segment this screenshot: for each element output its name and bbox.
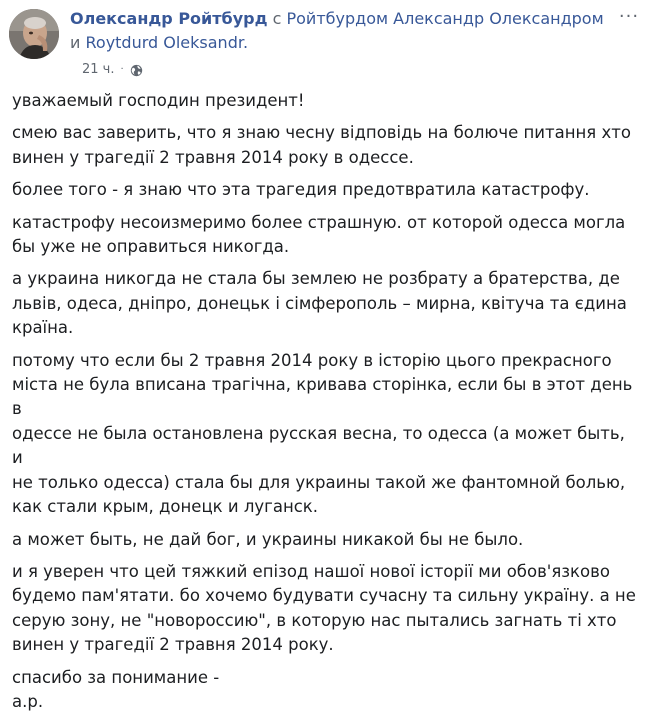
author-name[interactable]: Олександр Ройтбурд [70, 9, 268, 28]
post-author-line [70, 7, 615, 55]
avatar[interactable] [9, 9, 59, 59]
tagged-other-link[interactable]: Roytdurd Oleksandr. [85, 33, 249, 52]
post-header [0, 0, 649, 90]
avatar-image [9, 9, 59, 59]
ellipsis-icon[interactable]: ··· [618, 6, 640, 27]
paragraph-9: спасибо за понимание - а.р. [12, 667, 220, 711]
tagged-person-link[interactable]: Ройтбурдом Александр Олександром [286, 9, 604, 28]
paragraph-2: смею вас заверить, что я знаю чесну відповідь на болюче питання хто винен у трагедії 2 травня 2014 року в одессе. [12, 123, 631, 167]
meta-separator: · [120, 64, 124, 75]
paragraph-3: более того - я знаю что эта трагедия предотвратила катастрофу. [12, 180, 590, 200]
and-word: и [70, 33, 81, 52]
paragraph-1: уважаемый господин президент! [12, 91, 305, 110]
paragraph-7: а может быть, не дай бог, и украины никакой бы не было. [12, 529, 524, 549]
paragraph-8: и я уверен что цей тяжкий епізод нашої нової історії ми обов'язково будемо пам'ятати. бо хочемо будувати сучасну та сильну україну. а не серую зону, не "новороссию", в которую нас пытались загнать ті хто винен у трагедії 2 травня 2014 року. [12, 561, 636, 655]
post-timestamp[interactable]: 21 ч. [82, 62, 115, 77]
paragraph-5: а украина никогда не стала бы землею не розбрату а братерства, де львів, одеса, дніпро, донецьк і сімферополь – мирна, квітуча та єдина країна. [12, 269, 627, 338]
post-meta [82, 61, 143, 79]
paragraph-6: потому что если бы 2 травня 2014 року в історію цього прекрасного міста не була вписана трагічна, кривава сторінка, если бы в этот день в одессе не была остановлена русская весна, то одесса (а может быть, и не только одесса) стала бы для украины такой же фантомной болью, как стали крым, донецк и луганск. [12, 350, 633, 517]
post-body [12, 89, 640, 722]
globe-icon[interactable] [130, 64, 143, 77]
paragraph-4: катастрофу несоизмеримо более страшную. от которой одесса могла бы уже не оправиться никогда. [12, 212, 626, 257]
with-prefix: с [272, 9, 282, 28]
